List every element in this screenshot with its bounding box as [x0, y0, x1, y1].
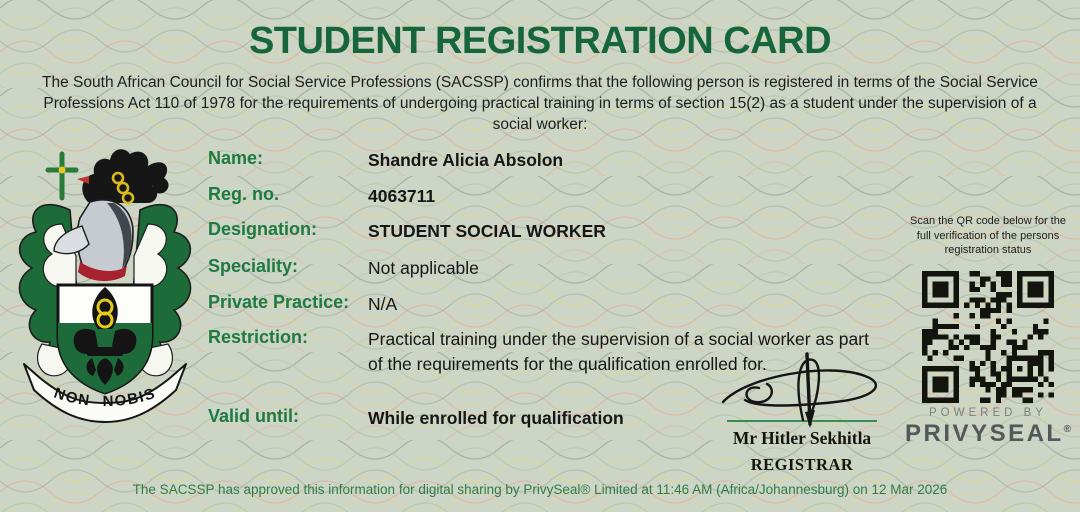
lion-crest — [77, 149, 169, 203]
reg-no-value: 4063711 — [368, 186, 436, 206]
field-row-designation — [208, 219, 606, 244]
registrar-signature — [707, 350, 897, 430]
crozier — [48, 154, 76, 198]
registrar-name: Mr Hitler Sekhitla — [732, 428, 872, 448]
page-title: STUDENT REGISTRATION CARD — [248, 20, 832, 62]
designation-label: Designation: — [208, 219, 318, 239]
verification-panel — [900, 214, 1076, 448]
field-row-speciality — [208, 256, 479, 281]
sacssp-coat-of-arms — [10, 140, 200, 432]
speciality-value: Not applicable — [368, 258, 479, 278]
field-row-valid-until — [208, 406, 624, 431]
field-row-reg-no — [208, 184, 435, 209]
powered-by-label: POWERED BY — [929, 406, 1047, 419]
approval-footer: The SACSSP has approved this information for digital sharing by PrivySeal® Limited at 11:46 AM (Africa/Johannesburg) on 12 Mar 2026 — [132, 482, 948, 497]
qr-instruction: Scan the QR code below for the full verification of the persons registration status — [910, 215, 1066, 256]
signature-block — [698, 350, 906, 475]
intro-text: The South African Council for Social Service Professions (SACSSP) confirms that the following person is registered in terms of the Social Service Professions Act 110 of 1978 for the requirements of undergoing practical training in terms of section 15(2) as a student under the supervision of a social worker: — [42, 74, 1038, 133]
valid-until-label: Valid until: — [208, 406, 300, 426]
privyseal-logo — [900, 420, 1076, 448]
name-value: Shandre Alicia Absolon — [368, 150, 564, 170]
restriction-value: Practical training under the supervision of a social worker as part of the requirements for the qualification enrolled for. — [368, 329, 869, 374]
registered-mark: ® — [1063, 423, 1071, 435]
valid-until-value: While enrolled for qualification — [368, 408, 624, 428]
field-row-name — [208, 148, 563, 173]
field-row-private-practice — [208, 292, 397, 317]
designation-value: STUDENT SOCIAL WORKER — [368, 221, 606, 241]
private-practice-label: Private Practice: — [208, 292, 350, 312]
restriction-label: Restriction: — [208, 327, 309, 347]
speciality-label: Speciality: — [208, 256, 299, 276]
qr-code — [922, 271, 1054, 403]
reg-no-label: Reg. no. — [208, 184, 279, 204]
name-label: Name: — [208, 148, 264, 168]
private-practice-value: N/A — [368, 294, 398, 314]
privyseal-wordmark: PRIVYSEAL — [905, 419, 1064, 447]
motto-text: NON NOBIS — [51, 384, 159, 411]
registrar-title: REGISTRAR — [750, 455, 854, 474]
